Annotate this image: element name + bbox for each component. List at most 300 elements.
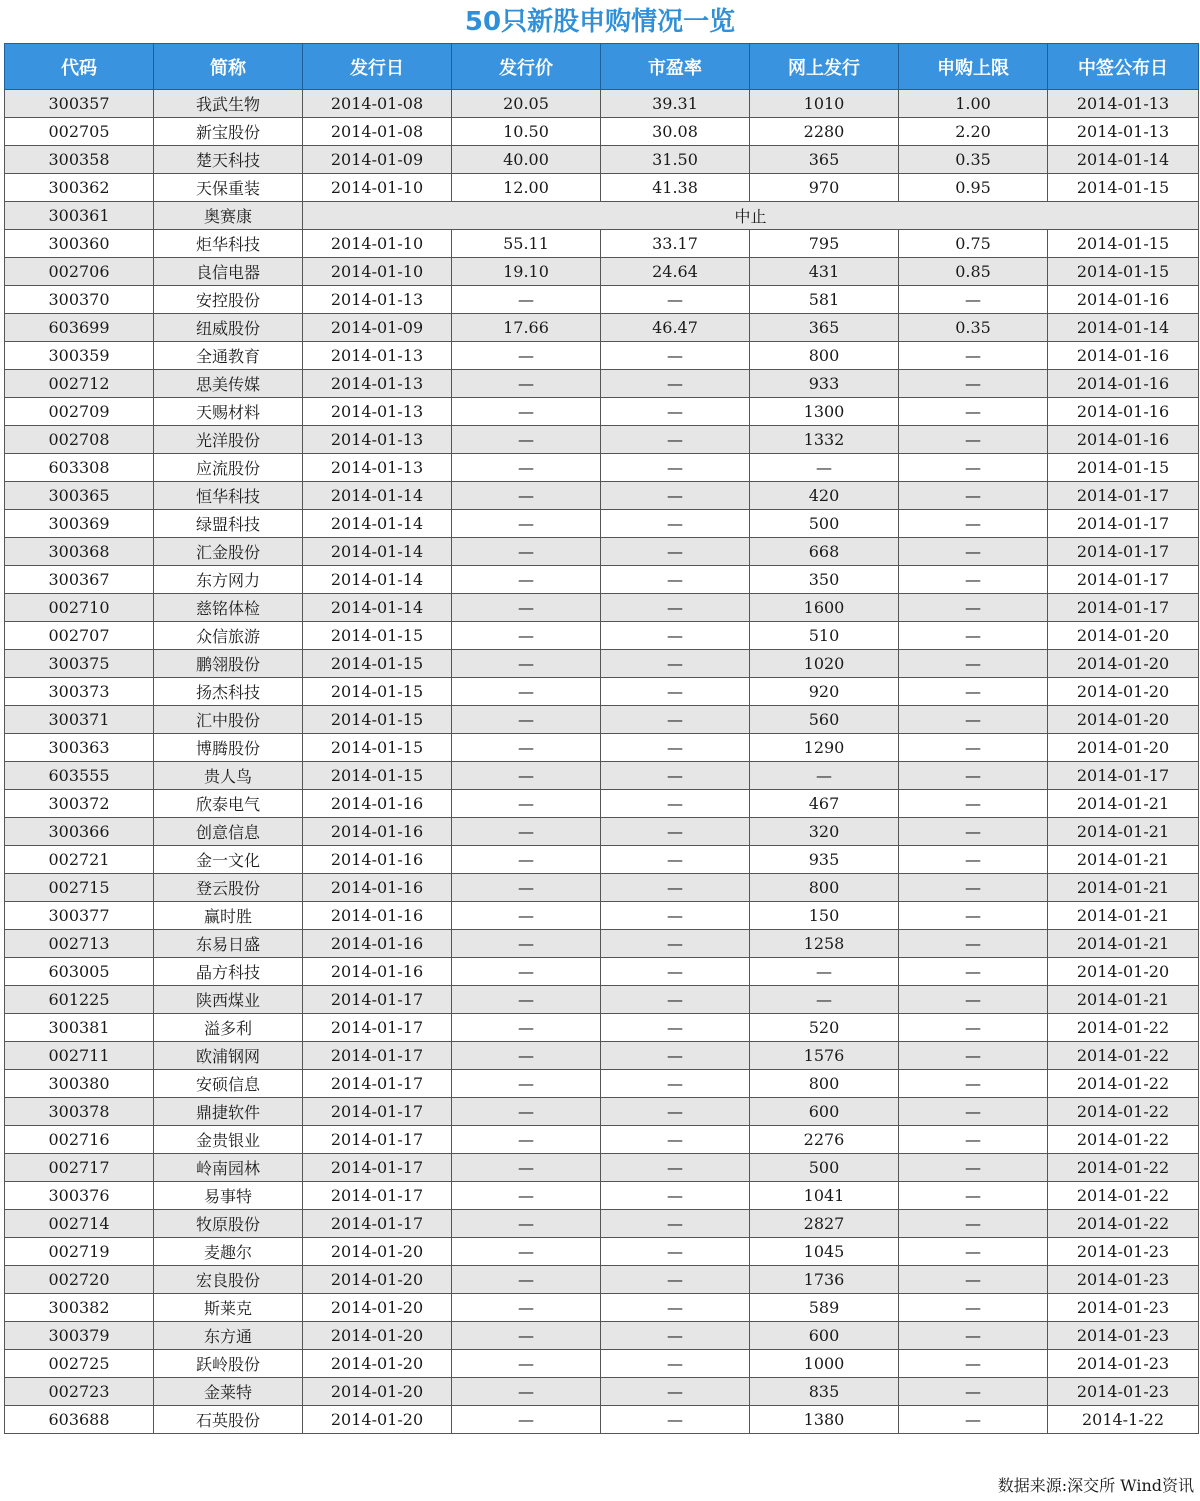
cell-price: 55.11	[452, 230, 601, 258]
cell-code: 002708	[5, 426, 154, 454]
cell-code: 300381	[5, 1014, 154, 1042]
cell-announce-date: 2014-01-21	[1048, 846, 1199, 874]
cell-announce-date: 2014-01-15	[1048, 258, 1199, 286]
cell-online-issue: 1041	[750, 1182, 899, 1210]
cell-price: —	[452, 1350, 601, 1378]
cell-code: 300358	[5, 146, 154, 174]
cell-issue-date: 2014-01-17	[303, 1014, 452, 1042]
cell-price: —	[452, 510, 601, 538]
cell-name: 陕西煤业	[154, 986, 303, 1014]
cell-code: 300377	[5, 902, 154, 930]
cell-pe: —	[601, 538, 750, 566]
cell-issue-date: 2014-01-20	[303, 1266, 452, 1294]
table-row	[5, 1182, 1199, 1210]
cell-issue-date: 2014-01-16	[303, 902, 452, 930]
cell-pe: —	[601, 286, 750, 314]
cell-online-issue: 600	[750, 1098, 899, 1126]
cell-name: 岭南园林	[154, 1154, 303, 1182]
cell-name: 贵人鸟	[154, 762, 303, 790]
cell-name: 众信旅游	[154, 622, 303, 650]
table-row	[5, 1406, 1199, 1434]
cell-name: 东易日盛	[154, 930, 303, 958]
cell-announce-date: 2014-1-22	[1048, 1406, 1199, 1434]
column-header-price: 发行价	[452, 44, 601, 90]
table-row	[5, 734, 1199, 762]
cell-name: 登云股份	[154, 874, 303, 902]
cell-announce-date: 2014-01-14	[1048, 314, 1199, 342]
cell-subscription-limit: —	[899, 790, 1048, 818]
cell-code: 300360	[5, 230, 154, 258]
cell-pe: —	[601, 1070, 750, 1098]
table-row	[5, 342, 1199, 370]
cell-subscription-limit: —	[899, 734, 1048, 762]
cell-issue-date: 2014-01-15	[303, 678, 452, 706]
cell-code: 002710	[5, 594, 154, 622]
cell-pe: —	[601, 1182, 750, 1210]
table-row	[5, 174, 1199, 202]
cell-price: —	[452, 986, 601, 1014]
cell-issue-date: 2014-01-13	[303, 286, 452, 314]
cell-announce-date: 2014-01-22	[1048, 1098, 1199, 1126]
cell-announce-date: 2014-01-23	[1048, 1294, 1199, 1322]
cell-pe: —	[601, 370, 750, 398]
cell-name: 鼎捷软件	[154, 1098, 303, 1126]
cell-code: 300368	[5, 538, 154, 566]
cell-subscription-limit: —	[899, 902, 1048, 930]
table-row	[5, 202, 1199, 230]
cell-name: 赢时胜	[154, 902, 303, 930]
cell-name: 安硕信息	[154, 1070, 303, 1098]
cell-announce-date: 2014-01-17	[1048, 566, 1199, 594]
cell-price: —	[452, 734, 601, 762]
cell-online-issue: 1300	[750, 398, 899, 426]
cell-issue-date: 2014-01-20	[303, 1350, 452, 1378]
cell-subscription-limit: —	[899, 594, 1048, 622]
cell-pe: —	[601, 1098, 750, 1126]
cell-online-issue: 1258	[750, 930, 899, 958]
cell-price: 40.00	[452, 146, 601, 174]
cell-subscription-limit: —	[899, 398, 1048, 426]
cell-price: —	[452, 650, 601, 678]
cell-subscription-limit: —	[899, 454, 1048, 482]
cell-code: 300366	[5, 818, 154, 846]
table-row	[5, 1070, 1199, 1098]
cell-announce-date: 2014-01-15	[1048, 174, 1199, 202]
cell-code: 300372	[5, 790, 154, 818]
cell-name: 斯莱克	[154, 1294, 303, 1322]
cell-price: —	[452, 1126, 601, 1154]
cell-online-issue: 835	[750, 1378, 899, 1406]
table-row	[5, 1126, 1199, 1154]
cell-subscription-limit: —	[899, 1406, 1048, 1434]
cell-code: 300361	[5, 202, 154, 230]
table-row	[5, 230, 1199, 258]
cell-online-issue: 1380	[750, 1406, 899, 1434]
cell-issue-date: 2014-01-10	[303, 230, 452, 258]
table-row	[5, 930, 1199, 958]
cell-pe: —	[601, 874, 750, 902]
cell-code: 300357	[5, 90, 154, 118]
cell-pe: —	[601, 706, 750, 734]
column-header-code: 代码	[5, 44, 154, 90]
cell-online-issue: 920	[750, 678, 899, 706]
cell-name: 跃岭股份	[154, 1350, 303, 1378]
cell-announce-date: 2014-01-17	[1048, 510, 1199, 538]
cell-issue-date: 2014-01-15	[303, 650, 452, 678]
cell-code: 300379	[5, 1322, 154, 1350]
cell-name: 奥赛康	[154, 202, 303, 230]
cell-subscription-limit: —	[899, 1350, 1048, 1378]
cell-issue-date: 2014-01-13	[303, 370, 452, 398]
cell-pe: —	[601, 1350, 750, 1378]
cell-price: —	[452, 930, 601, 958]
table-row	[5, 510, 1199, 538]
cell-pe: —	[601, 482, 750, 510]
cell-announce-date: 2014-01-23	[1048, 1350, 1199, 1378]
cell-announce-date: 2014-01-23	[1048, 1238, 1199, 1266]
cell-code: 300376	[5, 1182, 154, 1210]
cell-price: —	[452, 1266, 601, 1294]
cell-issue-date: 2014-01-14	[303, 594, 452, 622]
cell-code: 603005	[5, 958, 154, 986]
cell-online-issue: 467	[750, 790, 899, 818]
cell-pe: —	[601, 986, 750, 1014]
cell-price: —	[452, 846, 601, 874]
cell-announce-date: 2014-01-23	[1048, 1266, 1199, 1294]
cell-name: 天保重装	[154, 174, 303, 202]
cell-subscription-limit: —	[899, 1266, 1048, 1294]
cell-issue-date: 2014-01-09	[303, 314, 452, 342]
cell-name: 绿盟科技	[154, 510, 303, 538]
table-row	[5, 118, 1199, 146]
cell-online-issue: 560	[750, 706, 899, 734]
cell-online-issue: 935	[750, 846, 899, 874]
table-row	[5, 1098, 1199, 1126]
cell-pe: 24.64	[601, 258, 750, 286]
cell-name: 我武生物	[154, 90, 303, 118]
cell-issue-date: 2014-01-08	[303, 118, 452, 146]
cell-issue-date: 2014-01-16	[303, 930, 452, 958]
cell-subscription-limit: —	[899, 566, 1048, 594]
cell-pe: —	[601, 818, 750, 846]
cell-price: —	[452, 622, 601, 650]
cell-code: 300375	[5, 650, 154, 678]
table-row	[5, 902, 1199, 930]
cell-code: 300359	[5, 342, 154, 370]
cell-code: 300371	[5, 706, 154, 734]
cell-subscription-limit: —	[899, 706, 1048, 734]
cell-announce-date: 2014-01-23	[1048, 1378, 1199, 1406]
cell-pe: —	[601, 1238, 750, 1266]
cell-price: 20.05	[452, 90, 601, 118]
cell-issue-date: 2014-01-14	[303, 566, 452, 594]
cell-name: 鹏翎股份	[154, 650, 303, 678]
cell-online-issue: 1290	[750, 734, 899, 762]
cell-name: 楚天科技	[154, 146, 303, 174]
cell-name: 恒华科技	[154, 482, 303, 510]
cell-online-issue: 800	[750, 1070, 899, 1098]
cell-pe: —	[601, 1014, 750, 1042]
cell-online-issue: 500	[750, 510, 899, 538]
cell-subscription-limit: —	[899, 1014, 1048, 1042]
cell-online-issue: 150	[750, 902, 899, 930]
cell-announce-date: 2014-01-17	[1048, 482, 1199, 510]
table-row	[5, 706, 1199, 734]
cell-issue-date: 2014-01-13	[303, 398, 452, 426]
cell-code: 002711	[5, 1042, 154, 1070]
cell-subscription-limit: 0.85	[899, 258, 1048, 286]
cell-subscription-limit: —	[899, 1182, 1048, 1210]
cell-issue-date: 2014-01-08	[303, 90, 452, 118]
cell-issue-date: 2014-01-15	[303, 734, 452, 762]
cell-online-issue: 970	[750, 174, 899, 202]
cell-online-issue: 800	[750, 874, 899, 902]
cell-name: 晶方科技	[154, 958, 303, 986]
cell-issue-date: 2014-01-14	[303, 482, 452, 510]
cell-online-issue: 795	[750, 230, 899, 258]
cell-announce-date: 2014-01-21	[1048, 790, 1199, 818]
cell-announce-date: 2014-01-22	[1048, 1154, 1199, 1182]
cell-code: 300378	[5, 1098, 154, 1126]
column-header-announce-date: 中签公布日	[1048, 44, 1199, 90]
cell-price: —	[452, 482, 601, 510]
cell-pe: —	[601, 790, 750, 818]
cell-price: —	[452, 1014, 601, 1042]
cell-issue-date: 2014-01-16	[303, 846, 452, 874]
cell-code: 002721	[5, 846, 154, 874]
cell-announce-date: 2014-01-22	[1048, 1182, 1199, 1210]
table-row	[5, 426, 1199, 454]
cell-announce-date: 2014-01-22	[1048, 1210, 1199, 1238]
cell-pe: 33.17	[601, 230, 750, 258]
cell-online-issue: 1045	[750, 1238, 899, 1266]
cell-name: 石英股份	[154, 1406, 303, 1434]
cell-subscription-limit: —	[899, 482, 1048, 510]
cell-announce-date: 2014-01-20	[1048, 622, 1199, 650]
cell-online-issue: 1600	[750, 594, 899, 622]
table-row	[5, 1042, 1199, 1070]
cell-subscription-limit: —	[899, 986, 1048, 1014]
cell-online-issue: —	[750, 454, 899, 482]
cell-pe: —	[601, 1210, 750, 1238]
cell-price: —	[452, 1238, 601, 1266]
cell-code: 002716	[5, 1126, 154, 1154]
cell-code: 300362	[5, 174, 154, 202]
cell-subscription-limit: —	[899, 762, 1048, 790]
cell-subscription-limit: —	[899, 370, 1048, 398]
cell-pe: —	[601, 594, 750, 622]
cell-price: —	[452, 958, 601, 986]
table-row	[5, 986, 1199, 1014]
cell-issue-date: 2014-01-13	[303, 454, 452, 482]
cell-online-issue: 420	[750, 482, 899, 510]
cell-code: 603688	[5, 1406, 154, 1434]
cell-issue-date: 2014-01-13	[303, 342, 452, 370]
cell-subscription-limit: —	[899, 1126, 1048, 1154]
cell-subscription-limit: —	[899, 1210, 1048, 1238]
cell-price: —	[452, 1294, 601, 1322]
cell-name: 扬杰科技	[154, 678, 303, 706]
cell-announce-date: 2014-01-20	[1048, 650, 1199, 678]
cell-issue-date: 2014-01-13	[303, 426, 452, 454]
cell-online-issue: 1332	[750, 426, 899, 454]
cell-name: 宏良股份	[154, 1266, 303, 1294]
cell-subscription-limit: 0.35	[899, 146, 1048, 174]
table-row	[5, 370, 1199, 398]
cell-online-issue: 2280	[750, 118, 899, 146]
table-header-row	[5, 44, 1199, 90]
cell-subscription-limit: —	[899, 874, 1048, 902]
table-row	[5, 314, 1199, 342]
cell-issue-date: 2014-01-17	[303, 1042, 452, 1070]
cell-issue-date: 2014-01-17	[303, 1098, 452, 1126]
cell-issue-date: 2014-01-17	[303, 1126, 452, 1154]
cell-announce-date: 2014-01-21	[1048, 902, 1199, 930]
cell-announce-date: 2014-01-21	[1048, 874, 1199, 902]
cell-price: —	[452, 538, 601, 566]
cell-subscription-limit: —	[899, 1070, 1048, 1098]
cell-online-issue: 668	[750, 538, 899, 566]
cell-online-issue: 600	[750, 1322, 899, 1350]
cell-announce-date: 2014-01-22	[1048, 1070, 1199, 1098]
cell-pe: 39.31	[601, 90, 750, 118]
cell-price: —	[452, 1154, 601, 1182]
cell-name: 应流股份	[154, 454, 303, 482]
cell-pe: —	[601, 398, 750, 426]
cell-name: 金莱特	[154, 1378, 303, 1406]
cell-pe: —	[601, 1294, 750, 1322]
cell-subscription-limit: —	[899, 342, 1048, 370]
cell-online-issue: 589	[750, 1294, 899, 1322]
cell-online-issue: 520	[750, 1014, 899, 1042]
column-header-subscription-limit: 申购上限	[899, 44, 1048, 90]
cell-code: 002719	[5, 1238, 154, 1266]
cell-price: —	[452, 426, 601, 454]
source-note: 数据来源:深交所 Wind资讯	[997, 1476, 1194, 1495]
cell-announce-date: 2014-01-13	[1048, 118, 1199, 146]
cell-online-issue: 1020	[750, 650, 899, 678]
cell-code: 002706	[5, 258, 154, 286]
cell-online-issue: 581	[750, 286, 899, 314]
cell-code: 300365	[5, 482, 154, 510]
cell-issue-date: 2014-01-17	[303, 986, 452, 1014]
cell-subscription-limit: —	[899, 426, 1048, 454]
table-row	[5, 762, 1199, 790]
cell-pe: 41.38	[601, 174, 750, 202]
table-row	[5, 1350, 1199, 1378]
cell-issue-date: 2014-01-16	[303, 874, 452, 902]
cell-online-issue: —	[750, 958, 899, 986]
cell-name: 创意信息	[154, 818, 303, 846]
cell-subscription-limit: —	[899, 1238, 1048, 1266]
table-row	[5, 650, 1199, 678]
table-row	[5, 258, 1199, 286]
cell-pe: —	[601, 902, 750, 930]
cell-price: —	[452, 1406, 601, 1434]
cell-price: —	[452, 286, 601, 314]
cell-announce-date: 2014-01-17	[1048, 538, 1199, 566]
cell-online-issue: 510	[750, 622, 899, 650]
cell-code: 300382	[5, 1294, 154, 1322]
cell-issue-date: 2014-01-14	[303, 538, 452, 566]
table-row	[5, 146, 1199, 174]
cell-pe: —	[601, 1266, 750, 1294]
cell-announce-date: 2014-01-16	[1048, 426, 1199, 454]
cell-code: 601225	[5, 986, 154, 1014]
cell-price: —	[452, 1042, 601, 1070]
cell-pe: —	[601, 650, 750, 678]
cell-code: 002712	[5, 370, 154, 398]
cell-pe: —	[601, 1126, 750, 1154]
cell-announce-date: 2014-01-14	[1048, 146, 1199, 174]
cell-online-issue: —	[750, 986, 899, 1014]
table-row	[5, 1322, 1199, 1350]
cell-price: —	[452, 1378, 601, 1406]
cell-pe: —	[601, 1154, 750, 1182]
table-row	[5, 398, 1199, 426]
cell-subscription-limit: —	[899, 650, 1048, 678]
cell-subscription-limit: —	[899, 510, 1048, 538]
cell-name: 麦趣尔	[154, 1238, 303, 1266]
cell-pe: —	[601, 930, 750, 958]
cell-issue-date: 2014-01-10	[303, 174, 452, 202]
table-row	[5, 1154, 1199, 1182]
cell-announce-date: 2014-01-15	[1048, 454, 1199, 482]
cell-price: —	[452, 398, 601, 426]
cell-name: 博腾股份	[154, 734, 303, 762]
cell-name: 汇中股份	[154, 706, 303, 734]
cell-online-issue: 365	[750, 146, 899, 174]
cell-announce-date: 2014-01-20	[1048, 706, 1199, 734]
cell-subscription-limit: —	[899, 1042, 1048, 1070]
cell-issue-date: 2014-01-20	[303, 1378, 452, 1406]
cell-name: 安控股份	[154, 286, 303, 314]
cell-online-issue: 431	[750, 258, 899, 286]
cell-issue-date: 2014-01-15	[303, 762, 452, 790]
cell-price: —	[452, 678, 601, 706]
cell-subscription-limit: —	[899, 678, 1048, 706]
cell-pe: —	[601, 426, 750, 454]
cell-subscription-limit: 0.95	[899, 174, 1048, 202]
column-header-pe: 市盈率	[601, 44, 750, 90]
cell-subscription-limit: —	[899, 846, 1048, 874]
cell-name: 易事特	[154, 1182, 303, 1210]
table-row	[5, 818, 1199, 846]
cell-announce-date: 2014-01-21	[1048, 986, 1199, 1014]
cell-code: 002713	[5, 930, 154, 958]
cell-price: —	[452, 818, 601, 846]
table-row	[5, 286, 1199, 314]
cell-subscription-limit: —	[899, 1294, 1048, 1322]
cell-pe: —	[601, 762, 750, 790]
cell-code: 002720	[5, 1266, 154, 1294]
cell-name: 欧浦钢网	[154, 1042, 303, 1070]
table-row	[5, 874, 1199, 902]
cell-name: 炬华科技	[154, 230, 303, 258]
cell-subscription-limit: —	[899, 538, 1048, 566]
cell-name: 金贵银业	[154, 1126, 303, 1154]
cell-code: 300369	[5, 510, 154, 538]
cell-code: 300363	[5, 734, 154, 762]
cell-name: 新宝股份	[154, 118, 303, 146]
cell-issue-date: 2014-01-17	[303, 1182, 452, 1210]
cell-name: 光洋股份	[154, 426, 303, 454]
cell-announce-date: 2014-01-20	[1048, 678, 1199, 706]
cell-price: —	[452, 566, 601, 594]
cell-announce-date: 2014-01-16	[1048, 370, 1199, 398]
cell-name: 溢多利	[154, 1014, 303, 1042]
cell-online-issue: 933	[750, 370, 899, 398]
